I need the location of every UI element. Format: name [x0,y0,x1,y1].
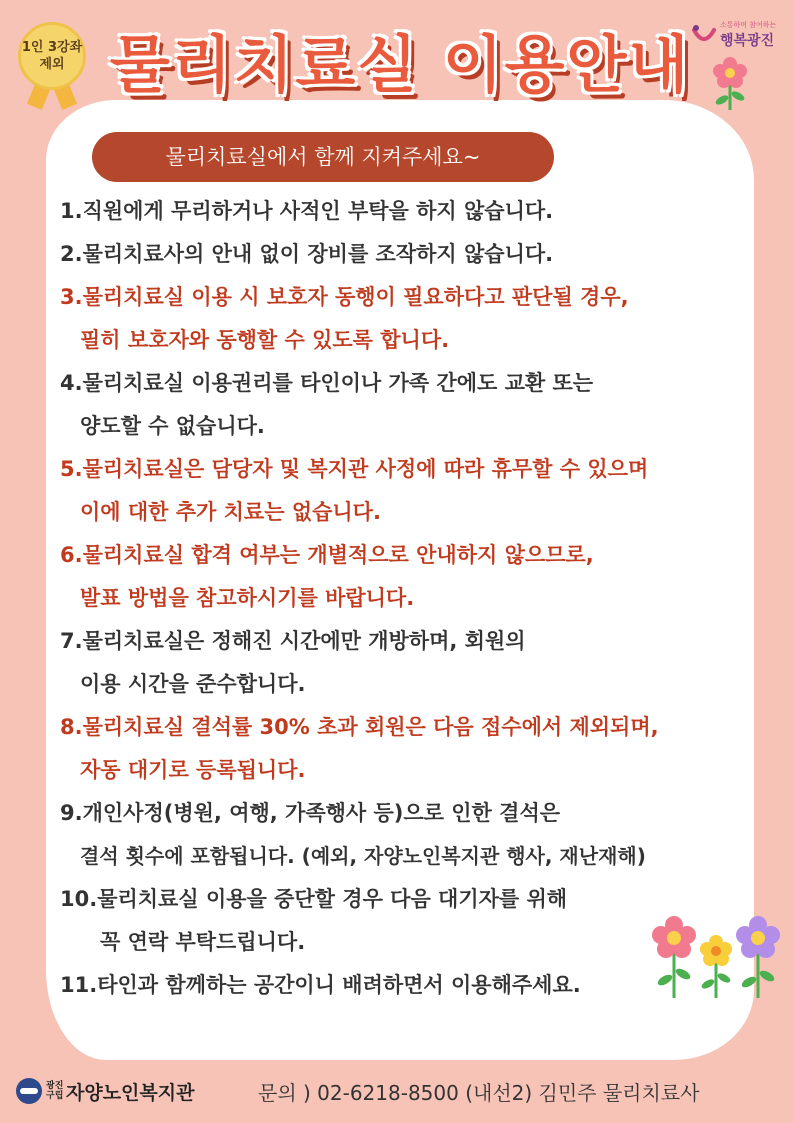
rule-item-2 [60,233,760,276]
rules-list [60,190,760,1007]
org-emblem-icon [16,1078,42,1104]
rule-1-text: 1.직원에게 무리하거나 사적인 부탁을 하지 않습니다. [60,199,554,223]
smile-logo-icon [690,22,718,50]
rule-6-continuation: 발표 방법을 참고하시기를 바랍니다. [80,586,415,610]
rule-item-5 [60,448,760,534]
rule-8-text: 8.물리치료실 결석률 30% 초과 회원은 다음 접수에서 제외되며, [60,715,659,739]
rule-3-continuation: 필히 보호자와 동행할 수 있도록 합니다. [80,328,450,352]
footer-logo [16,1074,194,1108]
top-logo-name: 행복광진 [720,33,775,49]
badge-line-2: 제외 [39,57,65,72]
rule-item-1 [60,190,760,233]
top-logo [690,20,780,50]
rule-2-text: 2.물리치료사의 안내 없이 장비를 조작하지 않습니다. [60,242,554,266]
rule-item-4 [60,362,760,448]
footer-org-name: 자양노인복지관 [66,1081,195,1104]
rule-9-text: 9.개인사정(병원, 여행, 가족행사 등)으로 인한 결석은 [60,801,561,825]
rule-11-text: 11.타인과 함께하는 공간이니 배려하면서 이용해주세요. [60,973,581,997]
rule-3-text: 3.물리치료실 이용 시 보호자 동행이 필요하다고 판단될 경우, [60,285,629,309]
page-title: 물리치료실 이용안내 [109,28,691,101]
flower-cluster-icon [648,914,782,1000]
rule-8-continuation: 자동 대기로 등록됩니다. [80,758,306,782]
badge-line-1: 1인 3강좌 [21,40,83,55]
rule-item-3 [60,276,760,362]
rule-4-text: 4.물리치료실 이용권리를 타인이나 가족 간에도 교환 또는 [60,371,594,395]
rule-item-9 [60,792,760,878]
flower-top-right-icon [708,56,752,112]
rule-item-6 [60,534,760,620]
rule-7-text: 7.물리치료실은 정해진 시간에만 개방하며, 회원의 [60,629,526,653]
rule-5-continuation: 이에 대한 추가 치료는 없습니다. [80,500,381,524]
footer-org-prefix: 광진구립 [46,1081,64,1101]
exclusion-badge [14,22,90,98]
contact-info: 문의 ) 02-6218-8500 (내선2) 김민주 물리치료사 [258,1081,700,1105]
rule-item-7 [60,620,760,706]
subtitle-banner: 물리치료실에서 함께 지켜주세요~ [92,132,554,182]
rule-10-text: 10.물리치료실 이용을 중단할 경우 다음 대기자를 위해 [60,887,568,911]
rule-6-text: 6.물리치료실 합격 여부는 개별적으로 안내하지 않으므로, [60,543,594,567]
rule-7-continuation: 이용 시간을 준수합니다. [80,672,306,696]
rule-5-text: 5.물리치료실은 담당자 및 복지관 사정에 따라 휴무할 수 있으며 [60,457,649,481]
rule-10-continuation: 꼭 연락 부탁드립니다. [100,930,306,954]
rule-4-continuation: 양도할 수 없습니다. [80,414,265,438]
badge-circle [18,22,86,90]
rule-9-continuation: 결석 횟수에 포함됩니다. (예외, 자양노인복지관 행사, 재난재해) [80,844,646,868]
top-logo-tagline: 소통하며 참여하는 [720,21,777,29]
rule-item-8 [60,706,760,792]
